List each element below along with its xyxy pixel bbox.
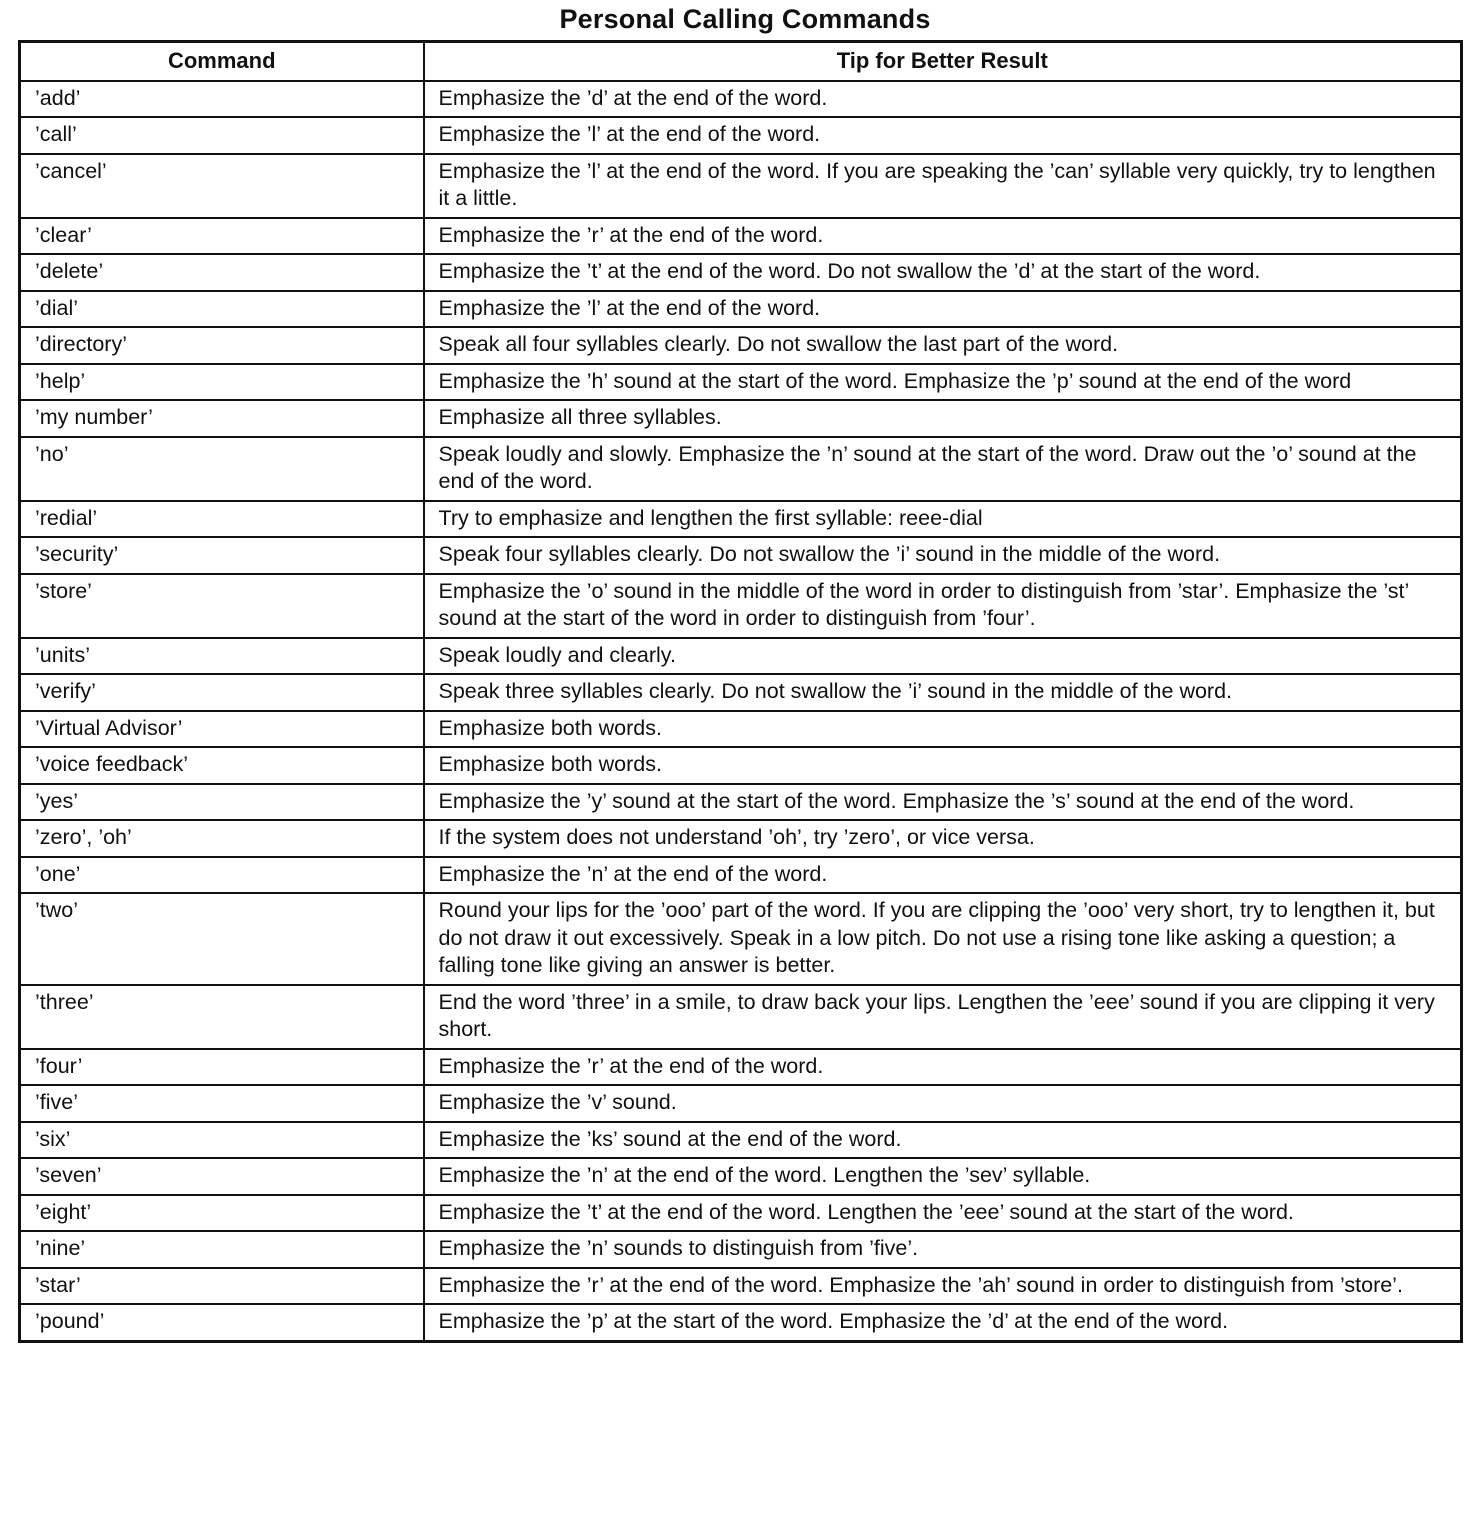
command-cell: ’security’	[20, 537, 424, 574]
table-row	[20, 291, 1462, 328]
table-row	[20, 364, 1462, 401]
tip-cell: Emphasize the ’r’ at the end of the word.	[424, 218, 1462, 255]
command-cell: ’no’	[20, 437, 424, 501]
tip-cell: Emphasize the ’r’ at the end of the word. Emphasize the ’ah’ sound in order to distinguish from ’store’.	[424, 1268, 1462, 1305]
table-row	[20, 784, 1462, 821]
command-cell: ’star’	[20, 1268, 424, 1305]
tip-cell: Speak loudly and clearly.	[424, 638, 1462, 675]
command-cell: ’Virtual Advisor’	[20, 711, 424, 748]
command-cell: ’two’	[20, 893, 424, 985]
table-row	[20, 674, 1462, 711]
tip-cell: Speak three syllables clearly. Do not swallow the ’i’ sound in the middle of the word.	[424, 674, 1462, 711]
table-row	[20, 638, 1462, 675]
table-row	[20, 1231, 1462, 1268]
table-row	[20, 1195, 1462, 1232]
tip-cell: End the word ’three’ in a smile, to draw back your lips. Lengthen the ’eee’ sound if you are clipping it very short.	[424, 985, 1462, 1049]
command-cell: ’zero’, ’oh’	[20, 820, 424, 857]
command-cell: ’add’	[20, 81, 424, 118]
tip-cell: Round your lips for the ’ooo’ part of the word. If you are clipping the ’ooo’ very short, try to lengthen it, but do not draw it out excessively. Speak in a low pitch. Do not use a rising tone like asking a question; a falling tone like giving an answer is better.	[424, 893, 1462, 985]
tip-cell: Try to emphasize and lengthen the first syllable: reee-dial	[424, 501, 1462, 538]
table-row	[20, 81, 1462, 118]
tip-cell: Emphasize the ’n’ at the end of the word.	[424, 857, 1462, 894]
table-row	[20, 254, 1462, 291]
tip-cell: Emphasize the ’r’ at the end of the word.	[424, 1049, 1462, 1086]
page-title: Personal Calling Commands	[559, 4, 931, 34]
table-row	[20, 711, 1462, 748]
table-header-row	[20, 42, 1462, 81]
command-cell: ’delete’	[20, 254, 424, 291]
command-cell: ’three’	[20, 985, 424, 1049]
tip-cell: Emphasize the ’l’ at the end of the word.	[424, 291, 1462, 328]
table-row	[20, 1049, 1462, 1086]
tip-cell: Speak loudly and slowly. Emphasize the ’n’ sound at the start of the word. Draw out the ’o’ sound at the end of the word.	[424, 437, 1462, 501]
command-cell: ’six’	[20, 1122, 424, 1159]
tip-cell: Emphasize the ’p’ at the start of the word. Emphasize the ’d’ at the end of the word.	[424, 1304, 1462, 1341]
command-cell: ’call’	[20, 117, 424, 154]
table-row	[20, 574, 1462, 638]
command-cell: ’one’	[20, 857, 424, 894]
table-row	[20, 537, 1462, 574]
command-cell: ’redial’	[20, 501, 424, 538]
command-cell: ’help’	[20, 364, 424, 401]
tip-cell: If the system does not understand ’oh’, try ’zero’, or vice versa.	[424, 820, 1462, 857]
table-row	[20, 154, 1462, 218]
table-row	[20, 820, 1462, 857]
tip-cell: Speak all four syllables clearly. Do not swallow the last part of the word.	[424, 327, 1462, 364]
table-body	[20, 81, 1462, 1342]
tip-cell: Emphasize both words.	[424, 747, 1462, 784]
table-row	[20, 400, 1462, 437]
command-cell: ’five’	[20, 1085, 424, 1122]
tip-cell: Emphasize the ’n’ sounds to distinguish from ’five’.	[424, 1231, 1462, 1268]
table-row	[20, 218, 1462, 255]
command-cell: ’yes’	[20, 784, 424, 821]
table-row	[20, 1085, 1462, 1122]
tip-cell: Emphasize the ’ks’ sound at the end of the word.	[424, 1122, 1462, 1159]
command-cell: ’store’	[20, 574, 424, 638]
command-cell: ’verify’	[20, 674, 424, 711]
tip-cell: Emphasize the ’d’ at the end of the word.	[424, 81, 1462, 118]
command-cell: ’voice feedback’	[20, 747, 424, 784]
table-row	[20, 1158, 1462, 1195]
tip-cell: Emphasize the ’t’ at the end of the word. Lengthen the ’eee’ sound at the start of the word.	[424, 1195, 1462, 1232]
table-row	[20, 501, 1462, 538]
table-row	[20, 117, 1462, 154]
command-cell: ’directory’	[20, 327, 424, 364]
table-row	[20, 747, 1462, 784]
command-cell: ’dial’	[20, 291, 424, 328]
table-row	[20, 1122, 1462, 1159]
table-row	[20, 985, 1462, 1049]
command-cell: ’my number’	[20, 400, 424, 437]
table-row	[20, 1304, 1462, 1341]
tip-cell: Emphasize the ’v’ sound.	[424, 1085, 1462, 1122]
command-cell: ’seven’	[20, 1158, 424, 1195]
tip-cell: Emphasize all three syllables.	[424, 400, 1462, 437]
command-cell: ’cancel’	[20, 154, 424, 218]
table-row	[20, 327, 1462, 364]
tip-cell: Emphasize both words.	[424, 711, 1462, 748]
command-cell: ’eight’	[20, 1195, 424, 1232]
tip-cell: Emphasize the ’l’ at the end of the word.	[424, 117, 1462, 154]
tip-cell: Emphasize the ’y’ sound at the start of the word. Emphasize the ’s’ sound at the end of the word.	[424, 784, 1462, 821]
table-row	[20, 857, 1462, 894]
command-cell: ’pound’	[20, 1304, 424, 1341]
tip-cell: Emphasize the ’l’ at the end of the word. If you are speaking the ’can’ syllable very quickly, try to lengthen it a little.	[424, 154, 1462, 218]
command-cell: ’units’	[20, 638, 424, 675]
tip-cell: Speak four syllables clearly. Do not swallow the ’i’ sound in the middle of the word.	[424, 537, 1462, 574]
command-cell: ’nine’	[20, 1231, 424, 1268]
tip-cell: Emphasize the ’o’ sound in the middle of the word in order to distinguish from ’star’. Emphasize the ’st’ sound at the start of the word in order to distinguish from ’four’.	[424, 574, 1462, 638]
column-header-tip: Tip for Better Result	[424, 42, 1462, 81]
command-cell: ’clear’	[20, 218, 424, 255]
column-header-command: Command	[20, 42, 424, 81]
table-row	[20, 437, 1462, 501]
command-cell: ’four’	[20, 1049, 424, 1086]
table-row	[20, 893, 1462, 985]
tip-cell: Emphasize the ’n’ at the end of the word. Lengthen the ’sev’ syllable.	[424, 1158, 1462, 1195]
tip-cell: Emphasize the ’t’ at the end of the word. Do not swallow the ’d’ at the start of the word.	[424, 254, 1462, 291]
tip-cell: Emphasize the ’h’ sound at the start of the word. Emphasize the ’p’ sound at the end of the word	[424, 364, 1462, 401]
commands-table	[18, 40, 1463, 1343]
table-row	[20, 1268, 1462, 1305]
